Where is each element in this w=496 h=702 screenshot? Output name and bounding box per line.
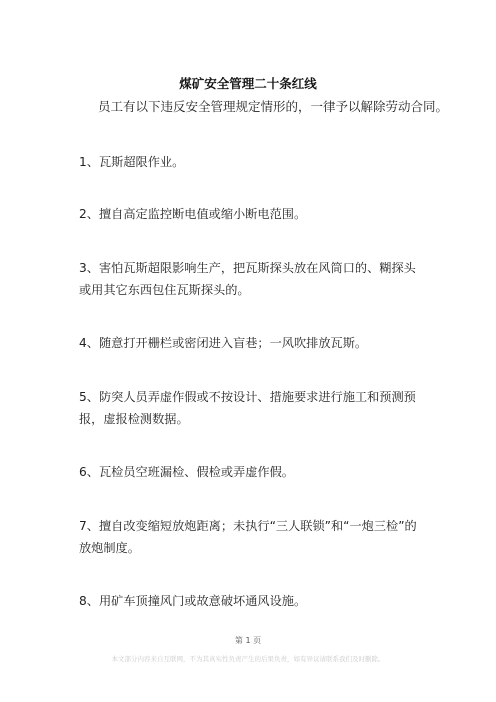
document-title: 煤矿安全管理二十条红线 — [179, 76, 317, 91]
rule-item-5: 5、防突人员弄虚作假或不按设计、措施要求进行施工和预测预报，虚报检测数据。 — [79, 390, 416, 426]
page-number: 第 1 页 — [234, 636, 262, 645]
rule-item-6: 6、瓦检员空班漏检、假检或弄虚作假。 — [79, 465, 294, 479]
rule-item-4: 4、随意打开栅栏或密闭进入盲巷；一风吹排放瓦斯。 — [79, 336, 368, 350]
rule-item-3: 3、害怕瓦斯超限影响生产，把瓦斯探头放在风筒口的、糊探头或用其它东西包住瓦斯探头的。 — [79, 261, 416, 297]
intro-paragraph: 员工有以下违反安全管理规定情形的，一律予以解除劳动合同。 — [98, 99, 449, 114]
rule-item-2: 2、擅自高定监控断电值或缩小断电范围。 — [79, 207, 307, 221]
rule-item-8: 8、用矿车顶撞风门或故意破坏通风设施。 — [79, 594, 307, 608]
rule-item-7: 7、擅自改变缩短放炮距离；未执行“三人联锁”和“一炮三检”的放炮制度。 — [79, 519, 417, 555]
rule-item-1: 1、瓦斯超限作业。 — [79, 155, 185, 169]
footer-disclaimer: 本文部分内容来自互联网，不为其真实性负责产生的后果负责，如有异议请联系我们及时删除。 — [111, 655, 385, 663]
